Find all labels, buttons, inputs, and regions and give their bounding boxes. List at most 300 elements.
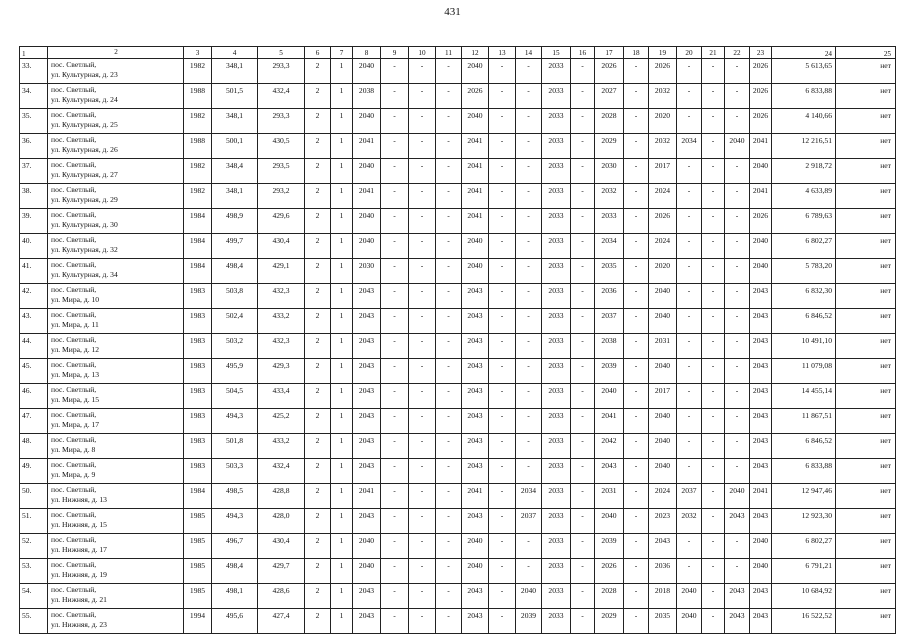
table-cell: -	[677, 59, 702, 84]
table-cell: -	[489, 284, 516, 309]
table-cell: -	[702, 409, 725, 434]
table-cell: 2040	[462, 559, 489, 584]
table-cell: 2040	[353, 534, 381, 559]
table-cell: 2043	[353, 309, 381, 334]
table-cell: -	[571, 559, 595, 584]
data-table	[19, 46, 896, 634]
table-cell: 2	[305, 84, 331, 109]
column-header: 10	[409, 47, 436, 59]
table-cell: 2040	[725, 134, 750, 159]
table-cell: нет	[836, 109, 896, 134]
table-cell: -	[516, 184, 542, 209]
table-cell: 348,1	[212, 184, 258, 209]
table-cell: -	[436, 509, 462, 534]
table-cell: 2024	[649, 234, 677, 259]
table-row	[20, 434, 896, 459]
table-cell: 2040	[649, 309, 677, 334]
table-cell: 2026	[750, 109, 772, 134]
table-cell: 2	[305, 609, 331, 634]
table-row	[20, 459, 896, 484]
table-cell: -	[516, 259, 542, 284]
table-cell: нет	[836, 159, 896, 184]
table-cell: 2	[305, 234, 331, 259]
table-cell: 2	[305, 259, 331, 284]
table-cell: -	[381, 434, 409, 459]
table-cell: 2026	[750, 84, 772, 109]
table-cell: -	[516, 559, 542, 584]
table-cell: -	[489, 409, 516, 434]
table-cell: -	[516, 459, 542, 484]
table-cell: -	[409, 259, 436, 284]
address-line: пос. Светлый,	[51, 610, 97, 619]
table-cell: 1	[331, 384, 353, 409]
table-cell: -	[624, 309, 649, 334]
table-cell: нет	[836, 609, 896, 634]
table-cell: -	[381, 84, 409, 109]
table-row	[20, 134, 896, 159]
table-cell: 2043	[462, 334, 489, 359]
table-cell: 2043	[353, 584, 381, 609]
table-cell: -	[624, 359, 649, 384]
table-cell: 2035	[595, 259, 624, 284]
table-cell: -	[381, 534, 409, 559]
column-header: 14	[516, 47, 542, 59]
table-row	[20, 209, 896, 234]
table-cell: 2017	[649, 384, 677, 409]
table-cell: 2033	[542, 284, 571, 309]
table-cell: -	[624, 409, 649, 434]
table-cell: -	[409, 384, 436, 409]
table-cell: -	[624, 134, 649, 159]
table-cell: 6 802,27	[772, 234, 836, 259]
table-cell: 1988	[184, 134, 212, 159]
table-cell: -	[677, 234, 702, 259]
table-cell: -	[702, 534, 725, 559]
table-cell: 2	[305, 534, 331, 559]
table-cell: -	[489, 209, 516, 234]
table-cell: -	[677, 559, 702, 584]
table-cell: 428,0	[258, 509, 305, 534]
table-cell: -	[624, 234, 649, 259]
table-cell: -	[702, 184, 725, 209]
table-cell: -	[571, 209, 595, 234]
table-cell: -	[725, 359, 750, 384]
table-cell: -	[436, 259, 462, 284]
table-cell: 2033	[542, 209, 571, 234]
address-line: пос. Светлый,	[51, 160, 97, 169]
table-cell: -	[677, 309, 702, 334]
table-cell: -	[489, 434, 516, 459]
table-cell: 2043	[353, 409, 381, 434]
table-cell: 498,4	[212, 559, 258, 584]
address-cell	[48, 609, 184, 634]
table-cell: 6 802,27	[772, 534, 836, 559]
table-cell: -	[725, 234, 750, 259]
table-cell: -	[571, 309, 595, 334]
table-cell: -	[516, 284, 542, 309]
table-cell: 12 947,46	[772, 484, 836, 509]
table-cell: -	[702, 84, 725, 109]
table-cell: -	[436, 409, 462, 434]
row-number: 53.	[20, 559, 48, 584]
table-cell: 2033	[542, 534, 571, 559]
address-line: пос. Светлый,	[51, 410, 97, 419]
table-cell: -	[516, 234, 542, 259]
table-cell: 2043	[462, 509, 489, 534]
table-cell: -	[725, 534, 750, 559]
table-cell: 428,8	[258, 484, 305, 509]
table-cell: 2	[305, 209, 331, 234]
table-cell: 2	[305, 334, 331, 359]
table-cell: 2043	[462, 309, 489, 334]
table-cell: 2018	[649, 584, 677, 609]
table-cell: 1988	[184, 84, 212, 109]
table-cell: 2043	[462, 384, 489, 409]
table-cell: 1985	[184, 509, 212, 534]
table-cell: -	[409, 209, 436, 234]
address-line: пос. Светлый,	[51, 485, 97, 494]
table-cell: 1982	[184, 159, 212, 184]
table-cell: 2043	[750, 459, 772, 484]
column-header: 25	[836, 47, 896, 59]
table-cell: 432,3	[258, 334, 305, 359]
address-line: пос. Светлый,	[51, 435, 97, 444]
table-cell: 501,5	[212, 84, 258, 109]
table-cell: 2034	[516, 484, 542, 509]
table-cell: 2039	[516, 609, 542, 634]
address-cell	[48, 509, 184, 534]
table-cell: нет	[836, 309, 896, 334]
table-cell: -	[489, 59, 516, 84]
table-cell: -	[516, 209, 542, 234]
table-cell: 432,4	[258, 459, 305, 484]
table-cell: -	[624, 284, 649, 309]
address-line: пос. Светлый,	[51, 260, 97, 269]
table-cell: 429,3	[258, 359, 305, 384]
table-cell: -	[677, 384, 702, 409]
table-cell: 2038	[595, 334, 624, 359]
table-cell: 2041	[353, 484, 381, 509]
table-cell: 1983	[184, 334, 212, 359]
table-cell: 2039	[595, 359, 624, 384]
table-cell: 2040	[462, 59, 489, 84]
table-cell: 429,7	[258, 559, 305, 584]
table-cell: -	[516, 434, 542, 459]
table-cell: -	[571, 134, 595, 159]
address-line: ул. Нижняя, д. 17	[51, 544, 107, 554]
table-cell: 2033	[542, 109, 571, 134]
table-cell: 1983	[184, 409, 212, 434]
table-cell: -	[381, 409, 409, 434]
table-cell: 1983	[184, 309, 212, 334]
table-cell: -	[571, 234, 595, 259]
table-cell: 425,2	[258, 409, 305, 434]
table-cell: 494,3	[212, 509, 258, 534]
column-header: 7	[331, 47, 353, 59]
address-line: ул. Мира, д. 13	[51, 369, 100, 379]
table-cell: -	[489, 184, 516, 209]
table-cell: 2043	[595, 459, 624, 484]
table-cell: -	[725, 334, 750, 359]
table-cell: -	[409, 484, 436, 509]
table-cell: 1994	[184, 609, 212, 634]
table-cell: -	[436, 384, 462, 409]
column-header: 8	[353, 47, 381, 59]
table-cell: 2024	[649, 484, 677, 509]
table-cell: 2033	[542, 359, 571, 384]
address-line: ул. Мира, д. 9	[51, 469, 96, 479]
table-cell: -	[489, 534, 516, 559]
table-cell: 1	[331, 159, 353, 184]
table-cell: -	[571, 259, 595, 284]
table-cell: 2034	[677, 134, 702, 159]
address-line: ул. Культурная, д. 30	[51, 219, 118, 229]
table-cell: -	[571, 534, 595, 559]
table-cell: 2040	[750, 534, 772, 559]
address-cell	[48, 234, 184, 259]
table-cell: 2033	[542, 559, 571, 584]
table-cell: 6 832,30	[772, 284, 836, 309]
table-cell: 2041	[595, 409, 624, 434]
table-cell: -	[725, 284, 750, 309]
table-cell: -	[381, 334, 409, 359]
table-cell: 348,4	[212, 159, 258, 184]
table-cell: 428,6	[258, 584, 305, 609]
address-line: ул. Мира, д. 10	[51, 294, 100, 304]
table-cell: -	[725, 59, 750, 84]
table-row	[20, 484, 896, 509]
table-cell: -	[725, 109, 750, 134]
table-cell: -	[624, 384, 649, 409]
table-cell: 2026	[649, 209, 677, 234]
table-cell: -	[381, 59, 409, 84]
address-cell	[48, 334, 184, 359]
table-cell: -	[571, 584, 595, 609]
table-cell: -	[516, 109, 542, 134]
table-cell: 1	[331, 609, 353, 634]
table-row	[20, 559, 896, 584]
address-line: пос. Светлый,	[51, 360, 97, 369]
table-cell: 433,2	[258, 309, 305, 334]
table-cell: -	[381, 259, 409, 284]
table-cell: 2	[305, 184, 331, 209]
table-cell: 2041	[353, 134, 381, 159]
table-cell: 2040	[595, 509, 624, 534]
table-cell: 2040	[725, 484, 750, 509]
table-cell: -	[436, 84, 462, 109]
table-cell: -	[516, 59, 542, 84]
table-cell: -	[725, 559, 750, 584]
table-cell: -	[516, 534, 542, 559]
column-header: 9	[381, 47, 409, 59]
address-cell	[48, 109, 184, 134]
table-cell: -	[624, 209, 649, 234]
table-cell: 2041	[750, 134, 772, 159]
row-number: 44.	[20, 334, 48, 359]
table-cell: 2040	[353, 109, 381, 134]
table-cell: 2033	[542, 384, 571, 409]
table-cell: -	[409, 159, 436, 184]
table-cell: 2033	[542, 234, 571, 259]
table-cell: -	[677, 534, 702, 559]
row-number: 36.	[20, 134, 48, 159]
table-cell: 2040	[353, 559, 381, 584]
table-cell: 2040	[677, 609, 702, 634]
table-cell: 1984	[184, 484, 212, 509]
address-line: ул. Мира, д. 8	[51, 444, 96, 454]
address-line: пос. Светлый,	[51, 585, 97, 594]
table-cell: -	[516, 334, 542, 359]
table-row	[20, 609, 896, 634]
table-cell: 1983	[184, 459, 212, 484]
table-cell: 502,4	[212, 309, 258, 334]
table-cell: 1	[331, 309, 353, 334]
address-line: пос. Светлый,	[51, 85, 97, 94]
table-cell: -	[702, 334, 725, 359]
table-cell: 2043	[750, 584, 772, 609]
table-cell: нет	[836, 209, 896, 234]
table-cell: -	[677, 184, 702, 209]
table-cell: 503,8	[212, 284, 258, 309]
table-cell: -	[409, 584, 436, 609]
table-cell: 2043	[725, 609, 750, 634]
table-cell: 6 833,88	[772, 84, 836, 109]
table-cell: -	[571, 459, 595, 484]
table-cell: 503,3	[212, 459, 258, 484]
table-cell: 1	[331, 109, 353, 134]
table-cell: -	[381, 134, 409, 159]
address-cell	[48, 434, 184, 459]
table-cell: нет	[836, 434, 896, 459]
table-cell: 1982	[184, 109, 212, 134]
table-cell: 1983	[184, 434, 212, 459]
address-line: ул. Мира, д. 17	[51, 419, 100, 429]
table-cell: 2026	[462, 84, 489, 109]
table-cell: -	[677, 409, 702, 434]
table-cell: 293,3	[258, 59, 305, 84]
table-cell: нет	[836, 559, 896, 584]
table-cell: -	[571, 84, 595, 109]
table-cell: -	[571, 434, 595, 459]
table-cell: -	[436, 134, 462, 159]
table-cell: нет	[836, 284, 896, 309]
table-cell: 2020	[649, 259, 677, 284]
table-cell: 2040	[462, 109, 489, 134]
address-line: пос. Светлый,	[51, 560, 97, 569]
table-cell: 2043	[725, 509, 750, 534]
table-cell: -	[702, 309, 725, 334]
table-cell: 6 846,52	[772, 309, 836, 334]
table-cell: 2033	[542, 134, 571, 159]
table-cell: 2	[305, 109, 331, 134]
table-cell: -	[571, 509, 595, 534]
table-cell: 293,2	[258, 184, 305, 209]
table-cell: -	[516, 134, 542, 159]
table-cell: 2	[305, 359, 331, 384]
table-cell: -	[409, 434, 436, 459]
table-cell: 1	[331, 559, 353, 584]
table-cell: 2037	[516, 509, 542, 534]
table-cell: 293,3	[258, 109, 305, 134]
table-cell: 2043	[649, 534, 677, 559]
address-line: пос. Светлый,	[51, 510, 97, 519]
table-cell: -	[436, 209, 462, 234]
table-cell: -	[516, 309, 542, 334]
table-cell: -	[702, 584, 725, 609]
table-cell: 495,6	[212, 609, 258, 634]
table-cell: 2041	[462, 184, 489, 209]
table-cell: 2040	[595, 384, 624, 409]
table-cell: 2043	[462, 284, 489, 309]
table-cell: 1	[331, 509, 353, 534]
table-row	[20, 309, 896, 334]
table-cell: -	[436, 484, 462, 509]
table-cell: 1	[331, 334, 353, 359]
table-cell: 496,7	[212, 534, 258, 559]
table-cell: -	[409, 134, 436, 159]
table-cell: 2043	[750, 309, 772, 334]
table-cell: нет	[836, 459, 896, 484]
table-cell: -	[702, 234, 725, 259]
table-cell: -	[677, 259, 702, 284]
table-cell: 2043	[353, 509, 381, 534]
table-cell: 430,5	[258, 134, 305, 159]
address-cell	[48, 484, 184, 509]
table-cell: 2033	[542, 459, 571, 484]
table-cell: 1	[331, 184, 353, 209]
address-line: ул. Мира, д. 12	[51, 344, 100, 354]
table-cell: -	[677, 334, 702, 359]
table-cell: -	[571, 109, 595, 134]
table-cell: 2	[305, 584, 331, 609]
row-number: 37.	[20, 159, 48, 184]
table-cell: -	[677, 434, 702, 459]
table-row	[20, 359, 896, 384]
table-cell: -	[381, 609, 409, 634]
table-cell: -	[624, 109, 649, 134]
table-cell: -	[677, 159, 702, 184]
column-header: 6	[305, 47, 331, 59]
table-cell: 2026	[649, 59, 677, 84]
address-line: ул. Культурная, д. 29	[51, 194, 118, 204]
table-cell: 2026	[595, 559, 624, 584]
table-cell: -	[409, 109, 436, 134]
table-cell: 1	[331, 459, 353, 484]
table-cell: 2043	[353, 459, 381, 484]
table-cell: 1984	[184, 259, 212, 284]
table-cell: 2023	[649, 509, 677, 534]
row-number: 52.	[20, 534, 48, 559]
address-line: ул. Культурная, д. 27	[51, 169, 118, 179]
table-cell: -	[381, 359, 409, 384]
table-cell: -	[624, 184, 649, 209]
table-cell: -	[489, 109, 516, 134]
table-cell: 348,1	[212, 59, 258, 84]
table-cell: 2043	[750, 359, 772, 384]
table-cell: 2040	[750, 559, 772, 584]
table-cell: -	[409, 59, 436, 84]
table-cell: -	[702, 134, 725, 159]
table-cell: 2	[305, 159, 331, 184]
address-line: ул. Культурная, д. 24	[51, 94, 118, 104]
table-cell: 2031	[595, 484, 624, 509]
table-cell: 2040	[516, 584, 542, 609]
table-cell: 2	[305, 459, 331, 484]
table-cell: 2029	[595, 134, 624, 159]
address-line: пос. Светлый,	[51, 535, 97, 544]
table-cell: 499,7	[212, 234, 258, 259]
table-cell: 2032	[677, 509, 702, 534]
